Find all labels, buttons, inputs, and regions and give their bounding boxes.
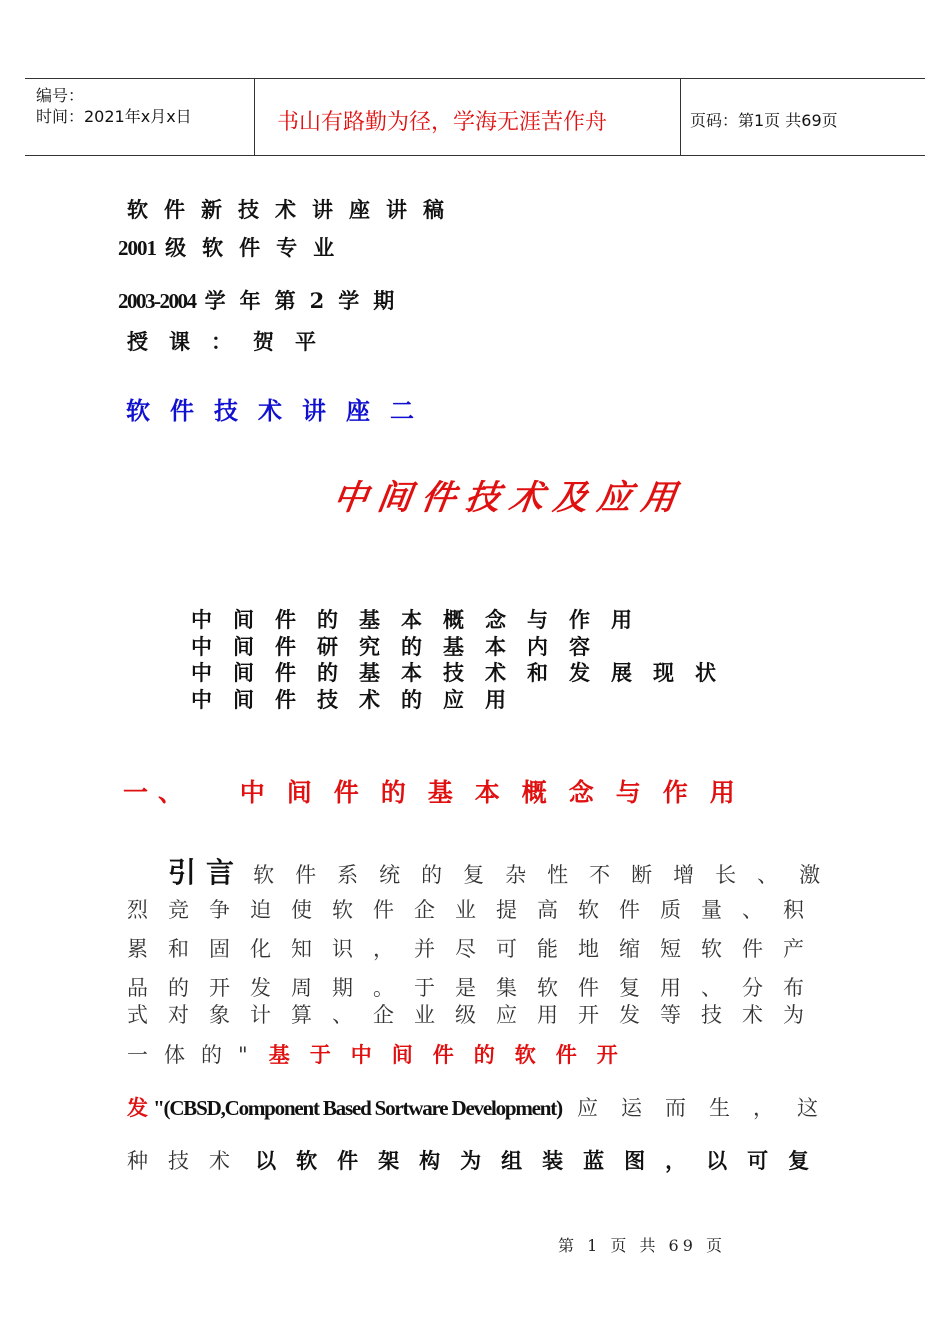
- intro-line-4: 品的开发周期。于是集软件复用、分布: [127, 976, 824, 1000]
- intro-line-2: 烈竞争迫使软件企业提高软件质量、积: [127, 898, 824, 922]
- header-page-label: 页码：第1页 共69页: [690, 111, 838, 130]
- meta-line-3-year: 2003-2004: [118, 289, 196, 313]
- meta-line-2-text: 级软件专业: [165, 235, 351, 260]
- meta-line-2: [118, 232, 350, 262]
- lecture-title: 软件技术讲座二: [126, 396, 434, 425]
- header-bottom-rule: [25, 155, 925, 156]
- meta-line-3: [118, 285, 408, 315]
- intro-line-6: [127, 1039, 638, 1069]
- meta-line-3-text: 学年第2学期: [204, 288, 409, 313]
- toc-item-4: 中间件技术的应用: [191, 687, 527, 712]
- intro-lead: 引言: [168, 856, 245, 889]
- toc-item-2: 中间件研究的基本内容: [191, 634, 611, 659]
- intro-line-7: [127, 1092, 841, 1122]
- header-divider-right: [680, 78, 681, 155]
- intro-text-7a: 发: [127, 1095, 148, 1120]
- toc-item-3: 中间件的基本技术和发展现状: [191, 660, 737, 685]
- main-title: 中间件技术及应用: [330, 478, 689, 518]
- header-divider-left: [254, 78, 255, 155]
- intro-line-8: [127, 1145, 829, 1175]
- intro-text-6b: 基于中间件的软件开: [268, 1042, 638, 1067]
- meta-line-1: 软件新技术讲座讲稿: [127, 197, 460, 222]
- meta-line-4: 授课：贺平: [127, 329, 337, 354]
- page-footer: 第 1 页 共 69 页: [558, 1236, 726, 1255]
- intro-text-7b: "(CBSD,Component Based Sortware Development): [153, 1096, 562, 1120]
- intro-text-7c: 应运而生，这: [576, 1096, 841, 1120]
- intro-text-6a: 一体的": [127, 1043, 264, 1067]
- intro-line-5: 式对象计算、企业级应用开发等技术为: [127, 1003, 824, 1027]
- header-top-rule: [25, 78, 925, 79]
- section-1-heading: [123, 773, 757, 809]
- section-1-title: 中间件的基本概念与作用: [239, 778, 757, 807]
- intro-text-1: 软件系统的复杂性不断增长、激: [253, 863, 842, 887]
- section-1-number: 一、: [123, 778, 194, 807]
- intro-text-8b: 以软件架构为组装蓝图，以可复: [255, 1148, 830, 1173]
- header-time-label: 时间：2021年x月x日: [36, 107, 192, 126]
- intro-line-1: [168, 851, 841, 891]
- intro-line-3: 累和固化知识，并尽可能地缩短软件产: [127, 937, 824, 961]
- toc-item-1: 中间件的基本概念与作用: [191, 607, 653, 632]
- header-motto: 书山有路勤为径，学海无涯苦作舟: [277, 110, 608, 135]
- intro-text-8a: 种技术: [127, 1149, 250, 1173]
- header-number-label: 编号：: [36, 86, 85, 105]
- meta-line-2-year: 2001: [118, 236, 156, 260]
